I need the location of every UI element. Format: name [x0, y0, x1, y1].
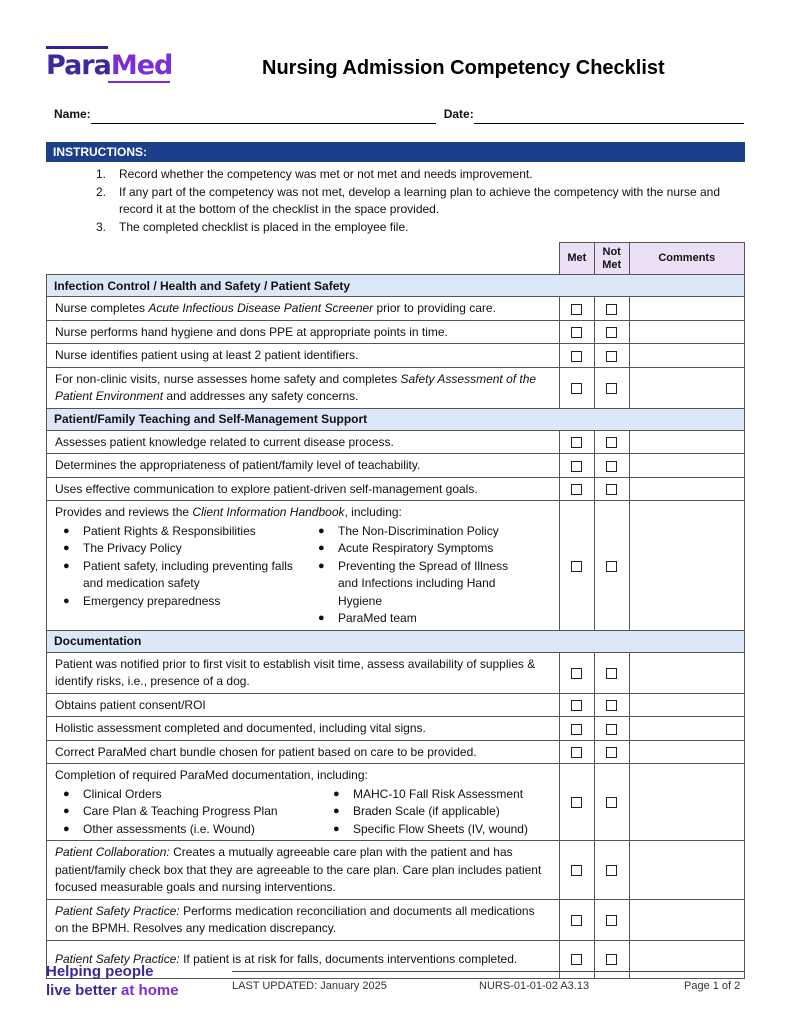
bullet-item: [310, 610, 530, 628]
bullet-dot-icon: ●: [63, 822, 70, 835]
met-checkbox-cell: [559, 652, 594, 693]
not-met-checkbox[interactable]: [606, 383, 617, 394]
last-updated: LAST UPDATED: January 2025: [232, 980, 387, 992]
bullet-item: [310, 523, 530, 541]
competency-description: [47, 477, 560, 501]
met-checkbox-cell: [559, 841, 594, 900]
comments-cell[interactable]: [629, 454, 744, 478]
checklist-row: [47, 717, 745, 741]
page-number: Page 1 of 2: [684, 980, 741, 992]
met-checkbox-cell: [559, 764, 594, 841]
competency-description: [47, 320, 560, 344]
not-met-checkbox-cell: [594, 367, 629, 408]
competency-table: [46, 242, 745, 979]
checklist-row: [47, 477, 745, 501]
not-met-checkbox[interactable]: [606, 304, 617, 315]
competency-text: Patient Safety Practice: If patient is at risk for falls, documents interventions completed.: [55, 951, 518, 966]
document-code: NURS-01-01-02 A3.13: [479, 980, 590, 992]
comments-cell[interactable]: [629, 297, 744, 321]
met-checkbox[interactable]: [571, 561, 582, 572]
comments-cell[interactable]: [629, 652, 744, 693]
not-met-checkbox-cell: [594, 841, 629, 900]
competency-description: [47, 652, 560, 693]
not-met-checkbox-cell: [594, 764, 629, 841]
not-met-checkbox-cell: [594, 652, 629, 693]
instruction-text: The completed checklist is placed in the employee file.: [119, 219, 409, 234]
met-checkbox-cell: [559, 693, 594, 717]
bullet-text: Other assessments (i.e. Wound): [83, 821, 255, 836]
not-met-checkbox-cell: [594, 297, 629, 321]
competency-description: [47, 430, 560, 454]
met-checkbox[interactable]: [571, 954, 582, 965]
competency-lead: Patient Safety Practice:: [55, 903, 180, 918]
comments-cell[interactable]: [629, 430, 744, 454]
not-met-checkbox-cell: [594, 344, 629, 368]
not-met-checkbox-cell: [594, 320, 629, 344]
checklist-row: [47, 344, 745, 368]
bullet-text: Braden Scale (if applicable): [353, 804, 500, 818]
met-checkbox-cell: [559, 501, 594, 631]
bullet-item: [55, 803, 325, 821]
checklist-row: [47, 652, 745, 693]
instruction-number: 2.: [96, 184, 107, 199]
not-met-checkbox[interactable]: [606, 327, 617, 338]
comments-cell[interactable]: [629, 940, 744, 978]
competency-text: Nurse completes Acute Infectious Disease Patient Screener prior to providing care.: [55, 301, 496, 315]
bullet-text: Acute Respiratory Symptoms: [338, 541, 494, 555]
bullet-list: [325, 786, 545, 839]
met-checkbox-cell: [559, 367, 594, 408]
checklist-row: [47, 367, 745, 408]
met-checkbox[interactable]: [571, 747, 582, 758]
not-met-checkbox[interactable]: [606, 954, 617, 965]
logo-underline: [108, 81, 170, 83]
competency-text: Completion of required ParaMed documentation, including:: [55, 768, 368, 782]
met-checkbox-cell: [559, 717, 594, 741]
logo-wordmark: ParaMed: [46, 50, 173, 81]
met-checkbox[interactable]: [571, 461, 582, 472]
comments-cell[interactable]: [629, 320, 744, 344]
met-checkbox[interactable]: [571, 865, 582, 876]
met-checkbox-cell: [559, 454, 594, 478]
bullet-item: [55, 593, 310, 611]
section-title: Documentation: [47, 630, 745, 652]
section-header-row: [47, 630, 745, 652]
comments-cell[interactable]: [629, 764, 744, 841]
competency-text: Nurse performs hand hygiene and dons PPE at appropriate points in time.: [55, 324, 448, 339]
bullet-dot-icon: ●: [63, 805, 70, 817]
not-met-checkbox-cell: [594, 454, 629, 478]
comments-cell[interactable]: [629, 740, 744, 764]
not-met-checkbox-cell: [594, 430, 629, 454]
bullet-dot-icon: ●: [333, 822, 340, 835]
bullet-columns: [55, 786, 551, 839]
comments-cell[interactable]: [629, 717, 744, 741]
bullet-dot-icon: ●: [63, 524, 70, 537]
comments-cell[interactable]: [629, 477, 744, 501]
competency-text: Determines the appropriateness of patient/family level of teachability.: [55, 458, 421, 472]
footer-tagline: Helping people live better at home: [46, 963, 179, 999]
not-met-checkbox[interactable]: [606, 484, 617, 495]
competency-description: [47, 344, 560, 368]
met-checkbox-cell: [559, 320, 594, 344]
not-met-checkbox-cell: [594, 717, 629, 741]
comments-cell[interactable]: [629, 693, 744, 717]
not-met-checkbox[interactable]: [606, 461, 617, 472]
instruction-item: [96, 184, 736, 219]
checklist-row: [47, 899, 745, 940]
bullet-dot-icon: ●: [318, 542, 325, 554]
checklist-row: [47, 454, 745, 478]
comments-cell[interactable]: [629, 344, 744, 368]
instruction-item: [96, 219, 736, 237]
bullet-dot-icon: ●: [63, 787, 70, 800]
competency-description: [47, 693, 560, 717]
section-header-row: [47, 275, 745, 297]
document-reference: Safety Assessment of the Patient Environment: [55, 371, 537, 403]
comments-cell[interactable]: [629, 841, 744, 900]
competency-description: [47, 841, 560, 900]
bullet-dot-icon: ●: [333, 787, 340, 800]
bullet-item: [55, 821, 325, 839]
bullet-item: [325, 786, 545, 804]
competency-description: [47, 764, 560, 841]
met-checkbox[interactable]: [571, 383, 582, 394]
logo-top-bar: [46, 46, 108, 49]
not-met-checkbox[interactable]: [606, 797, 617, 808]
section-title: Infection Control / Health and Safety / Patient Safety: [47, 275, 745, 297]
bullet-list: [55, 786, 325, 839]
section-title: Patient/Family Teaching and Self-Management Support: [47, 408, 745, 430]
bullet-text: Emergency preparedness: [83, 593, 221, 608]
not-met-checkbox[interactable]: [606, 700, 617, 711]
bullet-text: Specific Flow Sheets (IV, wound): [353, 821, 528, 836]
not-met-checkbox[interactable]: [606, 561, 617, 572]
bullet-list: [310, 523, 530, 628]
bullet-item: [55, 558, 310, 593]
date-field[interactable]: [474, 107, 744, 124]
comments-cell[interactable]: [629, 501, 744, 631]
competency-text: Nurse identifies patient using at least 2 patient identifiers.: [55, 348, 359, 362]
met-checkbox-cell: [559, 344, 594, 368]
instruction-number: 3.: [96, 219, 107, 234]
met-checkbox[interactable]: [571, 484, 582, 495]
section-header-row: [47, 408, 745, 430]
competency-text: Correct ParaMed chart bundle chosen for patient based on care to be provided.: [55, 744, 477, 759]
met-checkbox[interactable]: [571, 668, 582, 679]
checklist-row: [47, 693, 745, 717]
not-met-checkbox[interactable]: [606, 437, 617, 448]
column-met: Met: [559, 243, 594, 275]
met-checkbox[interactable]: [571, 304, 582, 315]
bullet-item: [325, 821, 545, 839]
bullet-columns: [55, 523, 551, 628]
checklist-row: [47, 320, 745, 344]
competency-text: Patient Collaboration: Creates a mutually agreeable care plan with the patient and has patient/family check box that they are agreeable to the care plan. Care plan includes patient focused measurable goals and nursing interventions.: [55, 845, 542, 894]
bullet-text: Clinical Orders: [83, 786, 162, 801]
instruction-number: 1.: [96, 167, 107, 181]
checklist-row: [47, 764, 745, 841]
instruction-item: [96, 166, 736, 184]
bullet-text: Care Plan & Teaching Progress Plan: [83, 804, 278, 818]
met-checkbox[interactable]: [571, 327, 582, 338]
competency-text: For non-clinic visits, nurse assesses home safety and completes Safety Assessment of the Patient Environment and addresses any safety concerns.: [55, 371, 537, 403]
competency-description: [47, 297, 560, 321]
instruction-text: If any part of the competency was not met, develop a learning plan to achieve the competency with the nurse and record it at the bottom of the checklist in the space provided.: [119, 184, 721, 216]
competency-text: Obtains patient consent/ROI: [55, 697, 206, 712]
document-reference: Client Information Handbook: [192, 505, 345, 519]
competency-text: Assesses patient knowledge related to current disease process.: [55, 434, 394, 449]
met-checkbox-cell: [559, 477, 594, 501]
instructions-list: [96, 166, 736, 236]
bullet-text: The Privacy Policy: [83, 541, 182, 555]
bullet-dot-icon: ●: [63, 559, 70, 572]
not-met-checkbox[interactable]: [606, 668, 617, 679]
competency-text: Patient Safety Practice: Performs medication reconciliation and documents all medications on the BPMH. Resolves any medication discrepancy.: [55, 903, 535, 935]
met-checkbox[interactable]: [571, 351, 582, 362]
footer-divider: [232, 971, 745, 972]
header-blank: [47, 243, 560, 275]
met-checkbox-cell: [559, 899, 594, 940]
comments-cell[interactable]: [629, 367, 744, 408]
bullet-item: [310, 558, 530, 611]
bullet-text: Patient safety, including preventing falls and medication safety: [83, 558, 293, 590]
bullet-dot-icon: ●: [63, 594, 70, 607]
bullet-text: Preventing the Spread of Illness and Infections including Hand Hygiene: [338, 558, 509, 608]
met-checkbox-cell: [559, 940, 594, 978]
column-comments: Comments: [629, 243, 744, 275]
not-met-checkbox[interactable]: [606, 724, 617, 735]
not-met-checkbox[interactable]: [606, 915, 617, 926]
bullet-text: ParaMed team: [338, 611, 417, 625]
column-not-met: Not Met: [594, 243, 629, 275]
checklist-row: [47, 297, 745, 321]
competency-description: [47, 367, 560, 408]
checklist-row: [47, 430, 745, 454]
bullet-item: [55, 786, 325, 804]
bullet-dot-icon: ●: [333, 805, 340, 817]
bullet-list: [55, 523, 310, 628]
bullet-text: The Non-Discrimination Policy: [338, 523, 499, 538]
competency-text: Provides and reviews the Client Information Handbook, including:: [55, 505, 402, 519]
name-date-row: [54, 107, 744, 124]
name-label: Name:: [54, 107, 91, 121]
competency-text: Holistic assessment completed and documented, including vital signs.: [55, 721, 426, 735]
competency-text: Uses effective communication to explore patient-driven self-management goals.: [55, 481, 478, 496]
not-met-checkbox-cell: [594, 501, 629, 631]
competency-description: [47, 740, 560, 764]
bullet-dot-icon: ●: [318, 612, 325, 624]
checklist-row: [47, 841, 745, 900]
bullet-item: [310, 540, 530, 558]
met-checkbox[interactable]: [571, 437, 582, 448]
bullet-text: Patient Rights & Responsibilities: [83, 523, 256, 538]
met-checkbox-cell: [559, 740, 594, 764]
document-reference: Acute Infectious Disease Patient Screener: [148, 301, 374, 315]
name-field[interactable]: [91, 107, 436, 124]
bullet-text: MAHC-10 Fall Risk Assessment: [353, 786, 524, 801]
met-checkbox-cell: [559, 430, 594, 454]
checklist-row: [47, 501, 745, 631]
bullet-item: [325, 803, 545, 821]
not-met-checkbox-cell: [594, 940, 629, 978]
competency-description: [47, 454, 560, 478]
competency-lead: Patient Safety Practice:: [55, 951, 180, 966]
competency-text: Patient was notified prior to first visit to establish visit time, assess availability of supplies & identify risks, i.e., presence of a dog.: [55, 656, 536, 688]
bullet-dot-icon: ●: [63, 542, 70, 554]
paramed-logo: [46, 46, 174, 83]
met-checkbox[interactable]: [571, 915, 582, 926]
not-met-checkbox[interactable]: [606, 351, 617, 362]
page-title: Nursing Admission Competency Checklist: [262, 57, 665, 79]
met-checkbox[interactable]: [571, 700, 582, 711]
bullet-item: [55, 523, 310, 541]
not-met-checkbox[interactable]: [606, 865, 617, 876]
competency-description: [47, 501, 560, 631]
met-checkbox[interactable]: [571, 724, 582, 735]
bullet-dot-icon: ●: [318, 524, 325, 537]
competency-description: [47, 717, 560, 741]
competency-description: [47, 899, 560, 940]
instruction-text: Record whether the competency was met or not met and needs improvement.: [119, 167, 533, 181]
bullet-item: [55, 540, 310, 558]
not-met-checkbox-cell: [594, 693, 629, 717]
date-label: Date:: [443, 107, 474, 121]
not-met-checkbox-cell: [594, 477, 629, 501]
not-met-checkbox-cell: [594, 740, 629, 764]
not-met-checkbox-cell: [594, 899, 629, 940]
met-checkbox-cell: [559, 297, 594, 321]
bullet-dot-icon: ●: [318, 559, 325, 572]
not-met-checkbox[interactable]: [606, 747, 617, 758]
competency-lead: Patient Collaboration:: [55, 845, 170, 859]
met-checkbox[interactable]: [571, 797, 582, 808]
comments-cell[interactable]: [629, 899, 744, 940]
checklist-row: [47, 740, 745, 764]
instructions-heading: INSTRUCTIONS:: [46, 142, 745, 162]
